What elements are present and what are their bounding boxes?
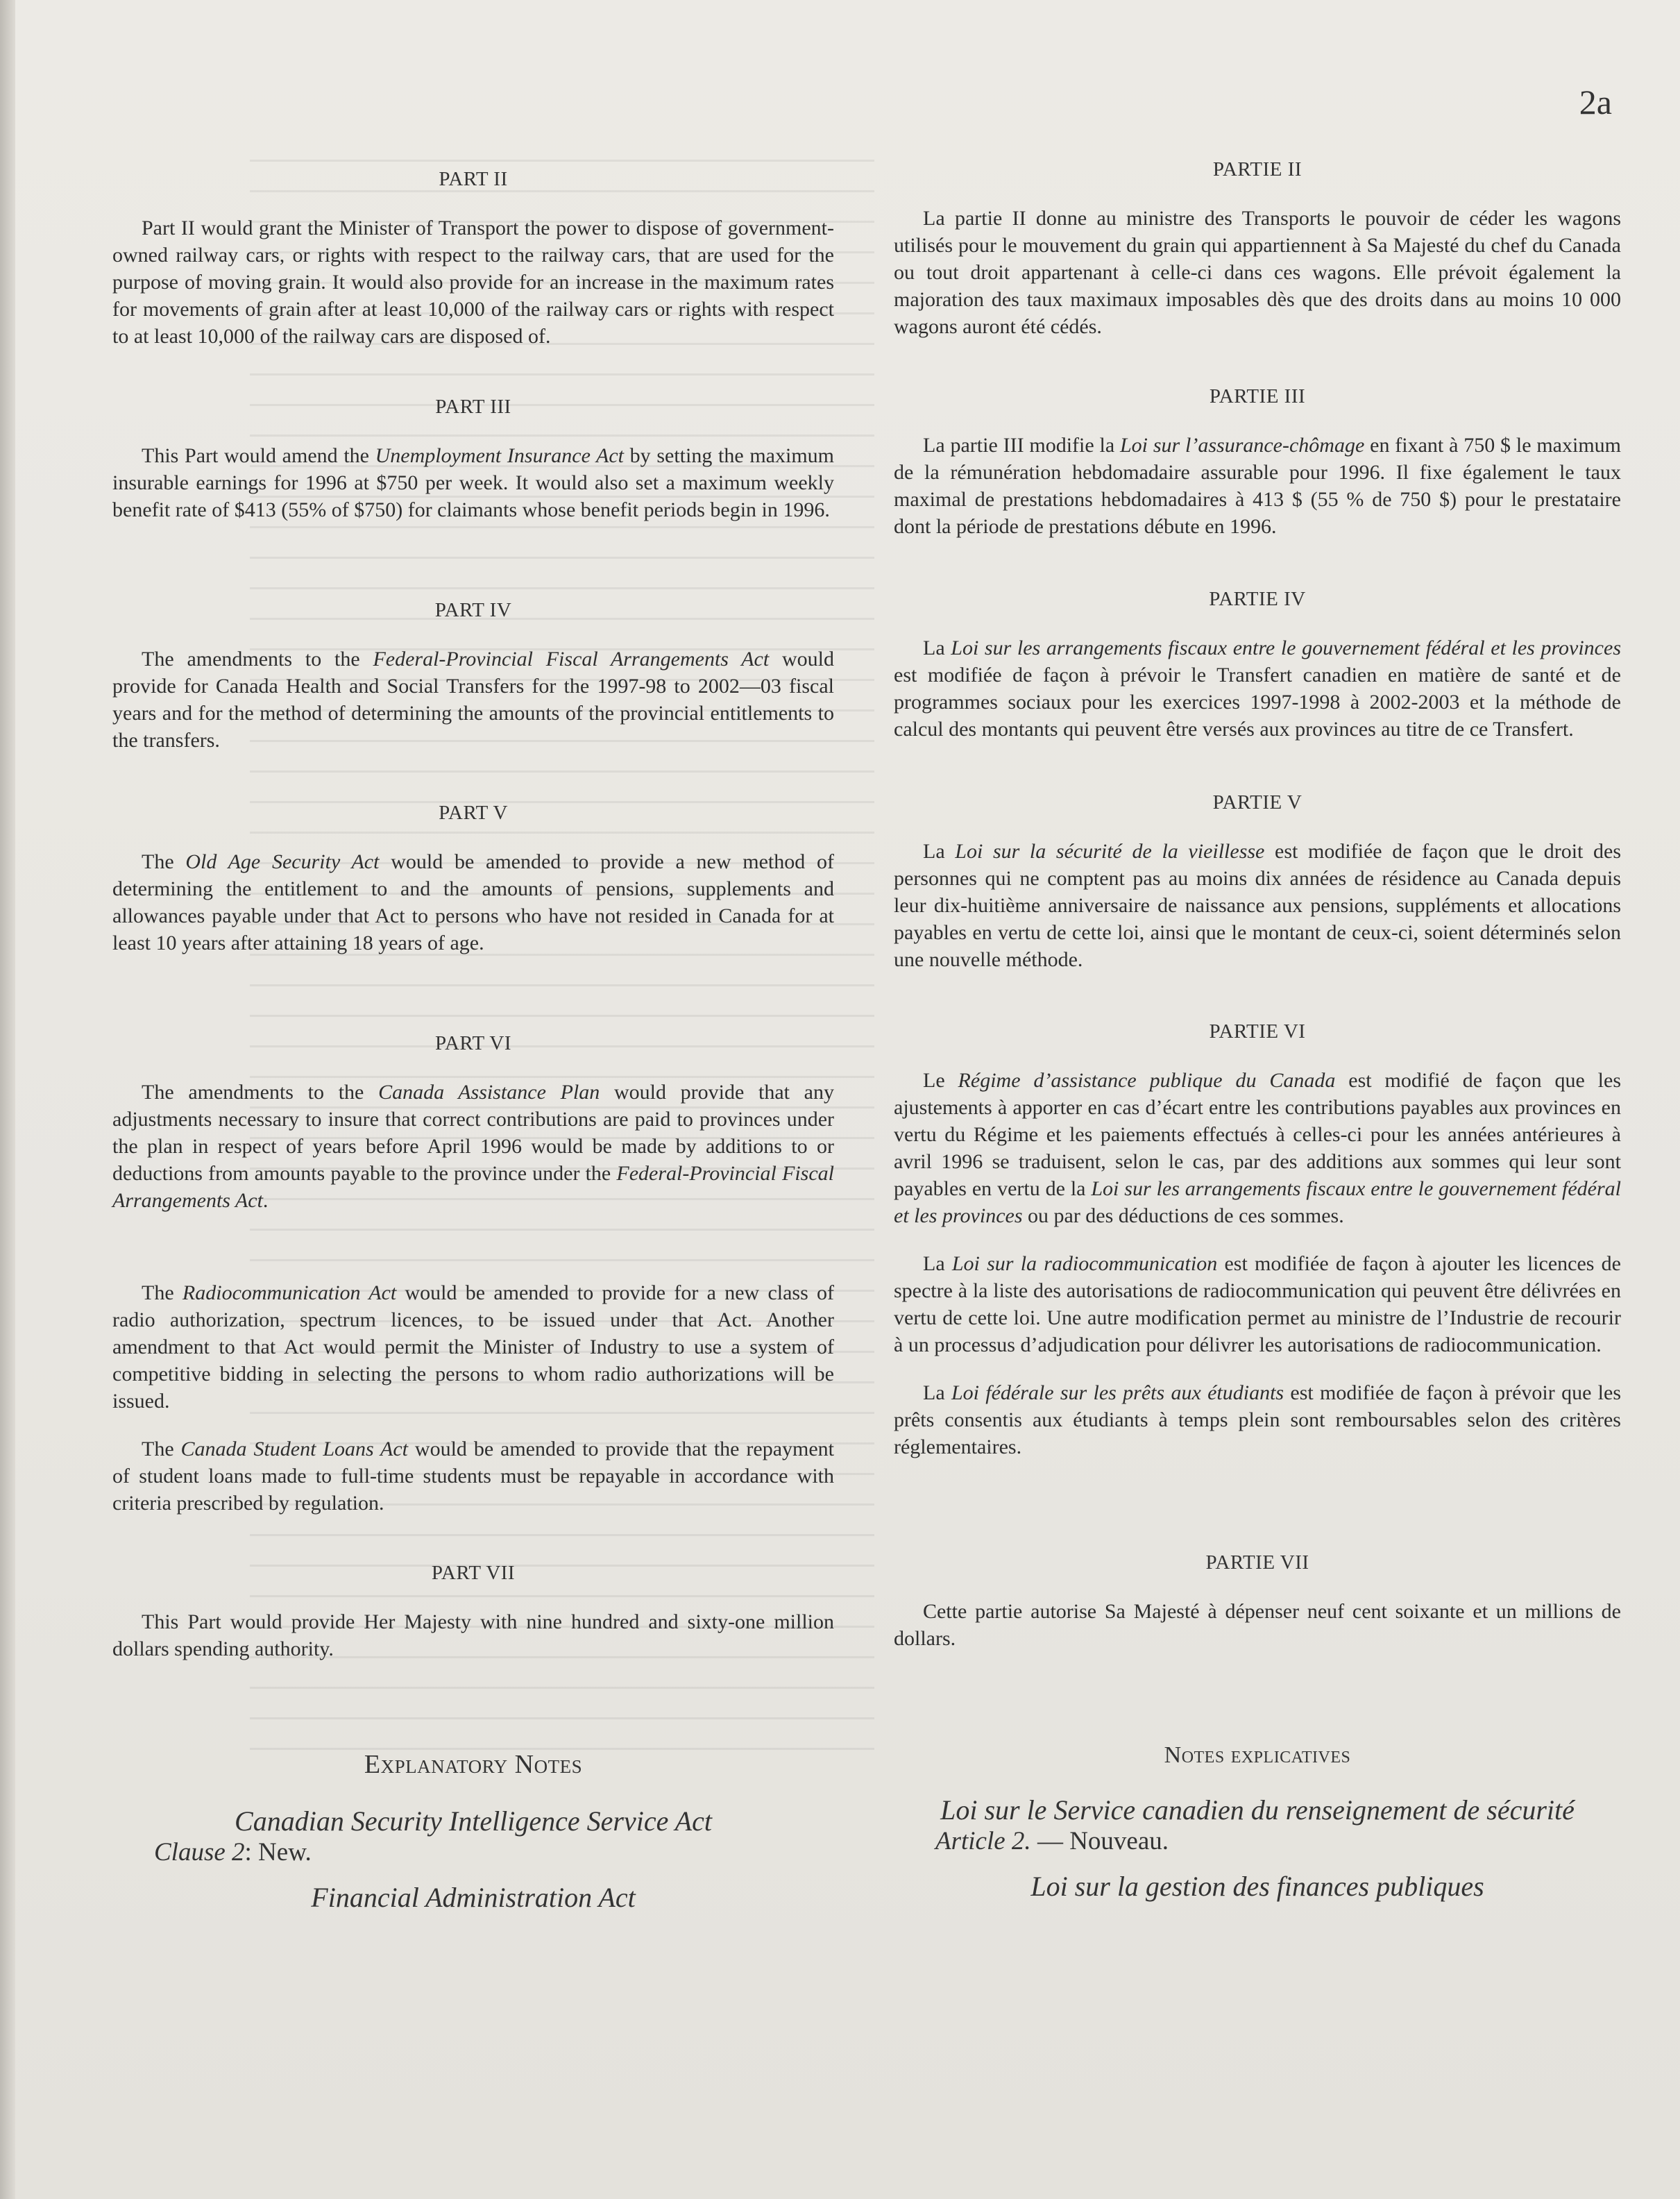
- paragraph-text: This Part would provide Her Majesty with nine hundred and sixty-one million dollars spending authority.: [112, 1610, 834, 1660]
- part-heading: PART II: [439, 168, 508, 190]
- part-heading: PART III: [435, 396, 511, 418]
- paragraph-text: La: [923, 840, 956, 863]
- part-heading: PART VII: [431, 1562, 516, 1584]
- part-heading: PARTIE II: [1212, 158, 1303, 180]
- act-title-italic: Loi sur la sécurité de la vieillesse: [955, 840, 1265, 863]
- act-title-italic: Radiocommunication Act: [182, 1281, 397, 1304]
- part-heading: PARTIE III: [1209, 385, 1306, 407]
- part-paragraph: [112, 646, 834, 754]
- act-title-italic: Unemployment Insurance Act: [375, 444, 624, 467]
- paragraph-text: This Part would amend the: [142, 444, 375, 467]
- act-title-italic: Federal-Provincial Fiscal Arrangements Act: [112, 1162, 834, 1212]
- notes-clause: [935, 1826, 1621, 1856]
- page-number: 2a: [1579, 83, 1612, 121]
- paragraph-text: would provide that any adjustments necessary to insure that correct contributions are paid to provinces under the plan in respect of years before April 1996 would be made by additions to or deductions from amounts payable to the province under the: [112, 1081, 834, 1185]
- part-section: [894, 1551, 1621, 1652]
- paragraph-text: est modifiée de façon que le droit des personnes qui ne comptent pas au moins dix années de résidence au Canada depuis leur dix-huitième anniversaire de naissance aux pensions, suppléments et allocations payables en vertu de cette loi, ainsi que le montant de ceux-ci, soient déterminés selon une nouvelle méthode.: [894, 840, 1621, 971]
- notes-act-title: Financial Administration Act: [311, 1882, 636, 1913]
- part-paragraph: [112, 214, 834, 350]
- part-section: [112, 802, 834, 957]
- notes-clause: [154, 1837, 834, 1867]
- paragraph-text: by setting the maximum insurable earnings for 1996 at $750 per week. It would also set a maximum weekly benefit rate of $413 (55% of $750) for claimants whose benefit periods begin in 1996.: [112, 444, 834, 521]
- paragraph-text: est modifié de façon que les ajustements à apporter en cas d’écart entre les contributions payables aux provinces en vertu du Régime et les paiements effectués à celles-ci pour les années antérieures à avril 1996 se traduisent, selon le cas, par des additions aux sommes qui leur sont payables en vertu de la: [894, 1069, 1621, 1200]
- part-section: [894, 158, 1621, 340]
- act-title-italic: Loi sur les arrangements fiscaux entre le gouvernement fédéral et les provinces: [951, 637, 1621, 659]
- act-title-italic: Canada Student Loans Act: [180, 1438, 409, 1460]
- part-heading: PART IV: [434, 599, 512, 621]
- clause-label: Clause 2: [154, 1838, 245, 1867]
- clause-label: Article 2.: [935, 1827, 1031, 1855]
- part-paragraph: [112, 1279, 834, 1415]
- paragraph-text: ou par des déductions de ces sommes.: [1022, 1204, 1344, 1227]
- part-paragraph: [112, 848, 834, 957]
- act-title-italic: Loi sur l’assurance-chômage: [1120, 434, 1365, 457]
- paragraph-text: La partie II donne au ministre des Transports le pouvoir de céder les wagons utilisés pour le mouvement du grain qui appartiennent à Sa Majesté du chef du Canada ou tout droit appartenant à celle-ci dans ces wagons. Elle prévoit également la majoration des taux maximaux imposables dès que des droits dans au moins 10 000 wagons auront été cédés.: [894, 207, 1621, 338]
- part-paragraph: [894, 205, 1621, 340]
- part-paragraph: [894, 1598, 1621, 1652]
- notes-act-title: Loi sur le Service canadien du renseignement de sécurité: [940, 1794, 1575, 1826]
- part-paragraph: [894, 634, 1621, 743]
- paragraph-text: would be amended to provide a new method of determining the entitlement to and the amounts of pensions, supplements and allowances payable under that Act to persons who have not resided in Canada for at least 10 years after attaining 18 years of age.: [112, 850, 835, 954]
- explanatory-notes: [894, 1742, 1621, 1903]
- paragraph-text: est modifiée de façon à prévoir que les prêts consentis aux étudiants à temps plein sont remboursables selon des critères réglementaires.: [894, 1381, 1622, 1458]
- part-section: [112, 168, 834, 350]
- part-paragraph: [894, 1379, 1621, 1460]
- part-section: [112, 1032, 834, 1517]
- paragraph-text: The: [142, 1438, 181, 1460]
- paragraph-text: The: [142, 1281, 183, 1304]
- paragraph-text: .: [262, 1189, 269, 1212]
- paragraph-text: La: [923, 1381, 951, 1404]
- part-section: [112, 396, 834, 523]
- part-paragraph: [112, 1079, 834, 1214]
- notes-title: Notes explicatives: [1164, 1742, 1351, 1768]
- paragraph-text: would provide for Canada Health and Social Transfers for the 1997-98 to 2002—03 fiscal years and for the method of determining the amounts of the provincial entitlements to the transfers.: [112, 648, 834, 752]
- part-paragraph: [894, 432, 1621, 540]
- part-section: [112, 599, 834, 754]
- part-paragraph: [894, 1250, 1621, 1358]
- part-paragraph: [894, 838, 1621, 973]
- part-heading: PARTIE VII: [1205, 1551, 1309, 1574]
- part-heading: PART VI: [434, 1032, 512, 1054]
- page-spine-shadow: [0, 0, 15, 2199]
- paragraph-text: The: [142, 850, 186, 873]
- part-section: [894, 791, 1621, 973]
- part-paragraph: [112, 442, 834, 523]
- part-paragraph: [894, 1067, 1621, 1229]
- part-section: [894, 1020, 1621, 1460]
- paragraph-text: La partie III modifie la: [923, 434, 1120, 457]
- clause-text: — Nouveau.: [1030, 1827, 1169, 1855]
- act-title-italic: Loi fédérale sur les prêts aux étudiants: [951, 1381, 1284, 1404]
- part-heading: PARTIE VI: [1209, 1020, 1306, 1043]
- paragraph-text: would be amended to provide that the repayment of student loans made to full-time students must be repayable in accordance with criteria prescribed by regulation.: [112, 1438, 835, 1515]
- paragraph-text: La: [923, 1252, 952, 1275]
- part-paragraph: [112, 1608, 834, 1662]
- explanatory-notes: [112, 1749, 834, 1914]
- act-title-italic: Federal-Provincial Fiscal Arrangements Act: [373, 648, 770, 671]
- act-title-italic: Régime d’assistance publique du Canada: [958, 1069, 1336, 1092]
- part-paragraph: [112, 1435, 834, 1517]
- paragraph-text: The amendments to the: [142, 1081, 379, 1104]
- act-title-italic: Old Age Security Act: [185, 850, 380, 873]
- paragraph-text: La: [923, 637, 951, 659]
- part-heading: PART V: [439, 802, 508, 824]
- part-section: [894, 385, 1621, 540]
- notes-title: Explanatory Notes: [364, 1750, 583, 1779]
- paragraph-text: en fixant à 750 $ le maximum de la rémunération hebdomadaire assurable pour 1996. Il fixe également le taux maximal de prestations hebdomadaires à 413 $ (55 % de 750 $) pour le prestataire dont la période de prestations débute en 1996.: [894, 434, 1621, 538]
- notes-act-title: Loi sur la gestion des finances publiques: [1030, 1871, 1484, 1902]
- notes-act-title: Canadian Security Intelligence Service Act: [235, 1805, 712, 1837]
- paragraph-text: Part II would grant the Minister of Transport the power to dispose of government-owned railway cars, or rights with respect to the railway cars, that are used for the purpose of moving grain. It would also provide for an increase in the maximum rates for movements of grain after at least 10,000 of the railway cars or rights with respect to at least 10,000 of the railway cars are disposed of.: [112, 217, 834, 348]
- act-title-italic: Loi sur les arrangements fiscaux entre le gouvernement fédéral et les provinces: [894, 1177, 1621, 1227]
- act-title-italic: Canada Assistance Plan: [378, 1081, 600, 1104]
- part-section: [112, 1562, 834, 1662]
- paragraph-text: est modifiée de façon à ajouter les licences de spectre à la liste des autorisations de radiocommunication qui peuvent être délivrées en vertu de cette loi. Une autre modification permet au ministre de l’Industrie de recourir à un processus d’adjudication pour délivrer les autorisations de radiocommunication.: [894, 1252, 1621, 1356]
- act-title-italic: Loi sur la radiocommunication: [951, 1252, 1218, 1275]
- paragraph-text: est modifiée de façon à prévoir le Transfert canadien en matière de santé et de programmes sociaux pour les exercices 1997-1998 à 2002-2003 et la méthode de calcul des montants qui peuvent être versés aux provinces au titre de ce Transfert.: [894, 664, 1621, 741]
- part-section: [894, 588, 1621, 743]
- paragraph-text: would be amended to provide for a new class of radio authorization, spectrum licences, to be issued under that Act. Another amendment to that Act would permit the Minister of Industry to use a system of competitive bidding in selecting the persons to whom radio authorizations will be issued.: [112, 1281, 835, 1413]
- paragraph-text: Cette partie autorise Sa Majesté à dépenser neuf cent soixante et un millions de dollars.: [894, 1600, 1621, 1650]
- paragraph-text: Le: [923, 1069, 958, 1092]
- part-heading: PARTIE V: [1212, 791, 1303, 814]
- clause-text: : New.: [244, 1838, 312, 1867]
- part-heading: PARTIE IV: [1209, 588, 1306, 610]
- paragraph-text: The amendments to the: [142, 648, 373, 671]
